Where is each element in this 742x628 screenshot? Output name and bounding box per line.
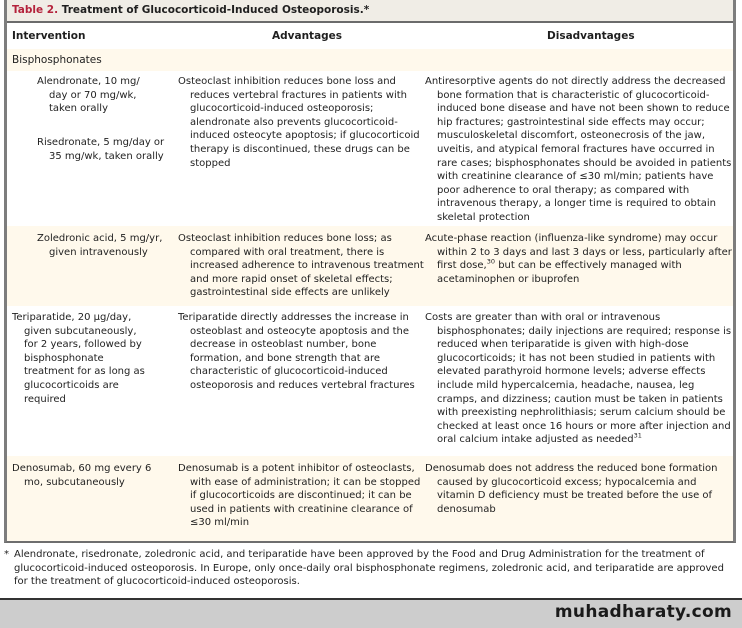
table-frame <box>4 0 736 543</box>
table-row <box>7 456 733 541</box>
table-row <box>7 226 733 306</box>
advantages-cell: Denosumab is a potent inhibitor of osteoclasts, with ease of administration; it can be stopped if glucocorticoids are discontinued; it can be used in patients with creatinine clearance of ≤30 ml/min <box>178 463 421 529</box>
intervention-cell: Alendronate, 10 mg/ day or 70 mg/wk, taken orally <box>37 76 140 115</box>
table-footnote <box>0 548 742 589</box>
advantages-cell: Osteoclast inhibition reduces bone loss and reduces vertebral fractures in patients with glucocorticoid-induced osteoporosis; alendronate also prevents glucocorticoid-induced osteocyte apoptosis; if glucocorticoid therapy is discontinued, these drugs can be stopped <box>178 76 420 169</box>
table-number: Table 2. <box>12 4 59 16</box>
table-row <box>7 71 733 226</box>
intervention-cell: Denosumab, 60 mg every 6 mo, subcutaneously <box>12 463 152 488</box>
column-header-advantages: Advantages <box>272 30 343 42</box>
disadvantages-text: Acute-phase reaction (influenza-like syndrome) may occur within 2 to 3 days and last 3 days or less, particularly after first dose, <box>425 233 732 272</box>
advantages-cell: Teriparatide directly addresses the increase in osteoblast and osteocyte apoptosis and the decrease in osteoblast number, bone formation, and bone strength that are characteristic of glucocorticoid-induced osteoporosis and reduces vertebral fractures <box>178 312 415 391</box>
disadvantages-cell <box>425 311 737 447</box>
disadvantages-cell: Antiresorptive agents do not directly address the decreased bone formation that is characteristic of glucocorticoid-induced bone disease and have not been shown to reduce hip fractures; gastrointestinal side effects may occur; musculoskeletal discomfort, osteonecrosis of the jaw, uveitis, and atypical femoral fractures have occurred in rare cases; bisphosphonates should be avoided in patients with creatinine clearance of ≤30 ml/min; patients have poor adherence to oral therapy; as compared with intravenous therapy, a longer time is required to obtain skeletal protection <box>425 76 732 223</box>
advantages-cell: Osteoclast inhibition reduces bone loss; as compared with oral treatment, there is increased adherence to intravenous treatment and more rapid onset of skeletal effects; gastrointestinal side effects are unlikely <box>178 233 424 299</box>
footnote-marker: * <box>4 549 9 560</box>
group-row-bisphosphonates <box>7 49 733 71</box>
table-title-text: Treatment of Glucocorticoid-Induced Osteoporosis.* <box>58 4 370 16</box>
table-title <box>7 0 733 23</box>
intervention-cell: Teriparatide, 20 μg/day, given subcutaneously, for 2 years, followed by bisphosphonate treatment for as long as glucocorticoids are required <box>12 312 145 405</box>
disadvantages-cell <box>425 232 737 286</box>
disadvantages-text: but can be effectively managed with acetaminophen or ibuprofen <box>437 260 682 285</box>
table-row <box>7 306 733 456</box>
disadvantages-text: Costs are greater than with oral or intravenous bisphosphonates; daily injections are required; response is reduced when teriparatide is given with high-dose glucocorticoids; it has not been studied in patients with elevated parathyroid hormone levels; adverse effects include mild hypercalcemia, headache, nausea, leg cramps, and dizziness; caution must be taken in patients with preexisting nephrolithiasis; serum calcium should be checked at least once 16 hours or more after injection and oral calcium intake adjusted as needed <box>425 312 732 446</box>
watermark-text: muhadharaty.com <box>554 602 732 622</box>
intervention-cell: Zoledronic acid, 5 mg/yr, given intravenously <box>37 233 163 258</box>
footnote-text: Alendronate, risedronate, zoledronic acid, and teriparatide have been approved by the Food and Drug Administration for the treatment of glucocorticoid-induced osteoporosis. In Europe, only once-daily oral bisphosphonate regimens, zoledronic acid, and teriparatide are approved for the treatment of glucocorticoid-induced osteoporosis. <box>14 549 724 588</box>
intervention-cell: Risedronate, 5 mg/day or 35 mg/wk, taken orally <box>37 137 165 162</box>
reference-superscript: 30 <box>486 257 496 266</box>
column-header-disadvantages: Disadvantages <box>547 30 635 42</box>
disadvantages-cell: Denosumab does not address the reduced bone formation caused by glucocorticoid excess; hypocalcemia and vitamin D deficiency must be treated before the use of denosumab <box>425 463 718 515</box>
group-label: Bisphosphonates <box>12 54 102 66</box>
reference-superscript: 31 <box>633 432 642 441</box>
column-header-intervention: Intervention <box>12 30 86 42</box>
